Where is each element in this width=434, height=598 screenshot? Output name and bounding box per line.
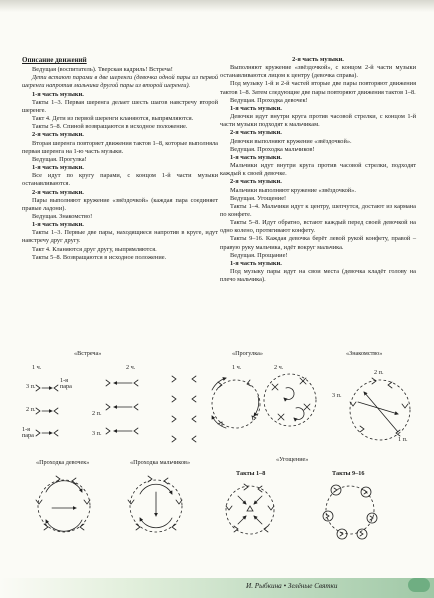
- left-column-paragraph: Все идут по кругу парами, с концом 1-й части музыки останавливаются.: [22, 172, 218, 188]
- prohodka-malchikov-diagram: [128, 476, 182, 532]
- label-takty-1-8: Такты 1–8: [236, 470, 266, 477]
- left-column-paragraph: Такты 1–3. Первые две пары, находящиеся напротив в круге, идут навстречу друг другу.: [22, 229, 218, 245]
- right-column-paragraph: 1-я часть музыки.: [230, 259, 282, 267]
- right-column-paragraph: 1-я часть музыки.: [230, 153, 282, 161]
- figure-title-vstrecha: «Встреча»: [74, 350, 102, 357]
- right-column-paragraph: Ведущая. Угощение!: [230, 194, 287, 202]
- left-column-paragraph: Такт 4. Кланяются друг другу, выпрямляются.: [32, 245, 157, 253]
- right-column-paragraph: Такты 1–4. Мальчики идут к центру, шепчутся, достают из кармана по конфете.: [220, 202, 416, 218]
- left-column-paragraph: Такты 5–8. Возвращаются в исходное положение.: [32, 253, 167, 261]
- right-column-paragraph: Ведущая. Прощание!: [230, 251, 288, 259]
- label-pair2-left: 2 п.: [26, 406, 36, 413]
- figure-title-prohodka-malchikov: «Проходка мальчиков»: [130, 459, 191, 466]
- label-pair3-right: 3 п.: [92, 430, 102, 437]
- znakomstvo-diagram: [350, 378, 410, 440]
- left-column-paragraph: 1-я часть музыки.: [32, 221, 84, 229]
- left-column-paragraph: 1-я часть музыки.: [32, 164, 84, 172]
- right-column-paragraph: Такты 5–8. Идут обратно, встают каждый перед своей девочкой на одно колено, протягивают конфету.: [220, 219, 416, 235]
- vstrecha-part2-diagram: [106, 376, 196, 442]
- ugoshchenie-takty-9-16-diagram: [323, 485, 377, 539]
- right-column-paragraph: 2-я часть музыки.: [292, 56, 344, 63]
- right-column-paragraph: Ведущая. Проходка девочек!: [230, 96, 308, 104]
- left-column-paragraph: Ведущая. Знакомство!: [32, 212, 93, 220]
- right-column-paragraph: Ведущая. Проходка мальчиков!: [230, 145, 315, 153]
- progulka-part1-diagram: [212, 378, 260, 428]
- footer-author: И. Рыбкина • Зелёные Святки: [246, 582, 338, 590]
- right-column-paragraph: Под музыку пары идут на свои места (девочка кладёт голову на плечо мальчика).: [220, 268, 416, 284]
- left-column-paragraph: Ведущая (воспитатель). Тверская кадриль! Встреча!: [32, 66, 173, 74]
- label-part2-progulka: 2 ч.: [274, 364, 284, 371]
- left-column-paragraph: 1-я часть музыки.: [32, 90, 84, 98]
- right-column-paragraph: 2-я часть музыки.: [230, 178, 282, 186]
- label-znakomstvo-2p: 2 п.: [374, 369, 384, 376]
- right-column-paragraph: Мальчики идут внутри круга против часовой стрелки, подходят каждый к своей девочке.: [220, 162, 416, 178]
- right-column-paragraph: 1-я часть музыки.: [230, 104, 282, 112]
- right-column-paragraph: 2-я часть музыки.: [230, 129, 282, 137]
- label-takty-9-16: Такты 9–16: [332, 470, 365, 477]
- left-column-paragraph: Такты 1–3. Первая шеренга делает шесть шагов навстречу второй шеренге.: [22, 98, 218, 114]
- ugoshchenie-takty-1-8-diagram: [226, 484, 274, 534]
- label-part1-progulka: 1 ч.: [232, 364, 242, 371]
- right-column-paragraph: Выполняют кружение «звёздочкой», с концом 2-й части музыки останавливаются лицом к центру (девочка справа).: [220, 64, 416, 80]
- right-column-paragraph: Такты 9–16. Каждая девочка берёт левой рукой конфету, правой – правую руку мальчика, идёт вокруг мальчика.: [220, 235, 416, 251]
- right-column-paragraph: Под музыку 1-й и 2-й частей вторые две пары повторяют движения тактов 1–8. Затем следующие две пары повторяют движения тактов 1–8.: [220, 80, 416, 96]
- page-number-badge: [408, 578, 430, 592]
- figure-title-prohodka-devochek: «Проходка девочек»: [36, 459, 90, 466]
- prohodka-devochek-diagram: [36, 476, 90, 532]
- left-column-paragraph: Вторая шеренга повторяет движения тактов 1–8, которые выполняла первая шеренга на 1-ю часть музыки.: [22, 139, 218, 155]
- left-column-paragraph: Ведущая. Прогулка!: [32, 155, 87, 163]
- left-column-paragraph: Пары выполняют кружение «звёздочкой» (каждая пара соединяет правые ладони).: [22, 196, 218, 212]
- label-part1-vstrecha: 1 ч.: [32, 364, 42, 371]
- left-column-paragraph: Такты 5–8. Спиной возвращаются в исходное положение.: [32, 123, 188, 131]
- right-column-paragraph: Девочки идут внутри круга против часовой стрелки, с концом 1-й части музыки подходят к мальчикам.: [220, 113, 416, 129]
- left-column-paragraph: 2-я часть музыки.: [32, 188, 84, 196]
- figure-title-ugoshchenie: «Угощение»: [276, 456, 309, 463]
- left-column-paragraph: 2-я часть музыки.: [32, 131, 84, 139]
- figure-title-znakomstvo: «Знакомство»: [346, 350, 383, 357]
- label-part2-vstrecha: 2 ч.: [126, 364, 136, 371]
- right-column-paragraph: Девочки выполняют кружение «звёздочкой».: [230, 137, 352, 145]
- right-column-paragraph: Мальчики выполняют кружение «звёздочкой».: [230, 186, 356, 194]
- vstrecha-part1-diagram: [36, 385, 58, 436]
- label-znakomstvo-3p: 3 п.: [332, 392, 342, 399]
- label-pair3-left: 3 п.: [26, 383, 36, 390]
- label-znakomstvo-1p: 1 п.: [398, 436, 408, 443]
- label-pair2-right: 2 п.: [92, 410, 102, 417]
- left-column-paragraph: Описание движений: [22, 56, 87, 64]
- progulka-part2-diagram: [264, 374, 316, 426]
- footer-band: [0, 578, 434, 598]
- label-pair1-right: 1-я пара: [60, 377, 72, 390]
- figure-title-progulka: «Прогулка»: [232, 350, 263, 357]
- label-pair1-left: 1-я пара: [22, 426, 34, 439]
- left-column-paragraph: Такт 4. Дети из первой шеренги кланяются, выпрямляются.: [32, 115, 194, 123]
- left-column-paragraph: Дети встают парами в две шеренги (девочка одной пары из первой шеренги напротив мальчика другой пары из второй шеренги).: [22, 74, 218, 90]
